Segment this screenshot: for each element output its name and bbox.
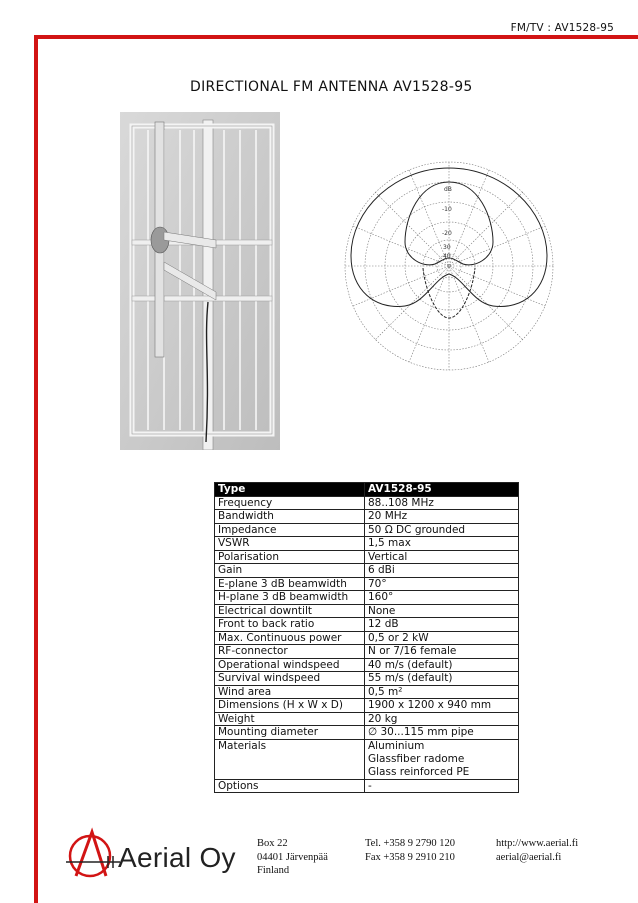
table-row (215, 550, 519, 564)
table-header-row (215, 483, 519, 497)
email-link[interactable]: aerial@aerial.fi (496, 851, 562, 863)
polar-label-20: -20 (442, 230, 452, 237)
spec-key: Electrical downtilt (215, 604, 365, 618)
table-row (215, 496, 519, 510)
polar-label-10: -10 (442, 206, 452, 213)
spec-key: RF-connector (215, 645, 365, 659)
spec-key: VSWR (215, 537, 365, 551)
spec-key: Dimensions (H x W x D) (215, 699, 365, 713)
address-line: Finland (257, 865, 290, 876)
spec-value: 55 m/s (default) (365, 672, 519, 686)
logo-text: Aerial Oy (118, 842, 236, 873)
table-row (215, 564, 519, 578)
spec-value: 1900 x 1200 x 940 mm (365, 699, 519, 713)
spec-value: 70° (365, 577, 519, 591)
table-row (215, 739, 519, 779)
antenna-photo (120, 112, 280, 450)
spec-value: 0,5 or 2 kW (365, 631, 519, 645)
spec-value: 40 m/s (default) (365, 658, 519, 672)
table-row (215, 699, 519, 713)
spec-key: Polarisation (215, 550, 365, 564)
table-row (215, 523, 519, 537)
spec-value: ∅ 30...115 mm pipe (365, 726, 519, 740)
material-line: Glassfiber radome (368, 752, 465, 765)
spec-key: E-plane 3 dB beamwidth (215, 577, 365, 591)
spec-key: Impedance (215, 523, 365, 537)
spec-value: Vertical (365, 550, 519, 564)
table-row (215, 779, 519, 793)
spec-key: Front to back ratio (215, 618, 365, 632)
address-line: Box 22 (257, 838, 288, 849)
footer-phone (365, 837, 455, 864)
table-row (215, 618, 519, 632)
table-row (215, 591, 519, 605)
spec-key: Gain (215, 564, 365, 578)
fax-line: Fax +358 9 2910 210 (365, 851, 455, 863)
spec-key: Survival windspeed (215, 672, 365, 686)
spec-key: Operational windspeed (215, 658, 365, 672)
table-row (215, 685, 519, 699)
spec-key: Mounting diameter (215, 726, 365, 740)
spec-key: H-plane 3 dB beamwidth (215, 591, 365, 605)
table-row (215, 631, 519, 645)
spec-key: Bandwidth (215, 510, 365, 524)
table-row (215, 537, 519, 551)
spec-value (365, 739, 519, 779)
header-value: AV1528-95 (365, 483, 519, 497)
spec-value: 20 MHz (365, 510, 519, 524)
table-row (215, 604, 519, 618)
table-row (215, 645, 519, 659)
table-row (215, 672, 519, 686)
spec-value: N or 7/16 female (365, 645, 519, 659)
table-row (215, 712, 519, 726)
spec-key: Options (215, 779, 365, 793)
spec-value: 88..108 MHz (365, 496, 519, 510)
table-row (215, 658, 519, 672)
spec-value: None (365, 604, 519, 618)
polar-label-40: 40 (443, 253, 451, 260)
website-link[interactable]: http://www.aerial.fi (496, 838, 579, 849)
table-row (215, 510, 519, 524)
material-line: Glass reinforced PE (368, 765, 470, 778)
spec-key: Weight (215, 712, 365, 726)
polar-label-30: 30 (443, 244, 451, 251)
table-row (215, 726, 519, 740)
spec-value: 1,5 max (365, 537, 519, 551)
polar-label-db: dB (444, 186, 452, 193)
phone-line: Tel. +358 9 2790 120 (365, 838, 456, 849)
spec-key: Max. Continuous power (215, 631, 365, 645)
spec-key: Wind area (215, 685, 365, 699)
page-title: DIRECTIONAL FM ANTENNA AV1528-95 (190, 79, 473, 95)
radiation-pattern-diagram (343, 160, 555, 372)
spec-value: 50 Ω DC grounded (365, 523, 519, 537)
material-line: Aluminium (368, 739, 425, 752)
spec-value: 12 dB (365, 618, 519, 632)
spec-key: Materials (215, 739, 365, 779)
spec-value: 20 kg (365, 712, 519, 726)
spec-value: 0,5 m² (365, 685, 519, 699)
document-code: FM/TV : AV1528-95 (510, 22, 614, 34)
spec-value: - (365, 779, 519, 793)
footer-web (496, 837, 578, 864)
top-red-rule (34, 35, 638, 39)
footer-address (257, 837, 328, 878)
spec-value: 6 dBi (365, 564, 519, 578)
table-row (215, 577, 519, 591)
left-red-rule (34, 35, 38, 903)
spec-value: 160° (365, 591, 519, 605)
spec-key: Frequency (215, 496, 365, 510)
specifications-table (214, 482, 519, 793)
header-key: Type (215, 483, 365, 497)
address-line: 04401 Järvenpää (257, 851, 328, 863)
